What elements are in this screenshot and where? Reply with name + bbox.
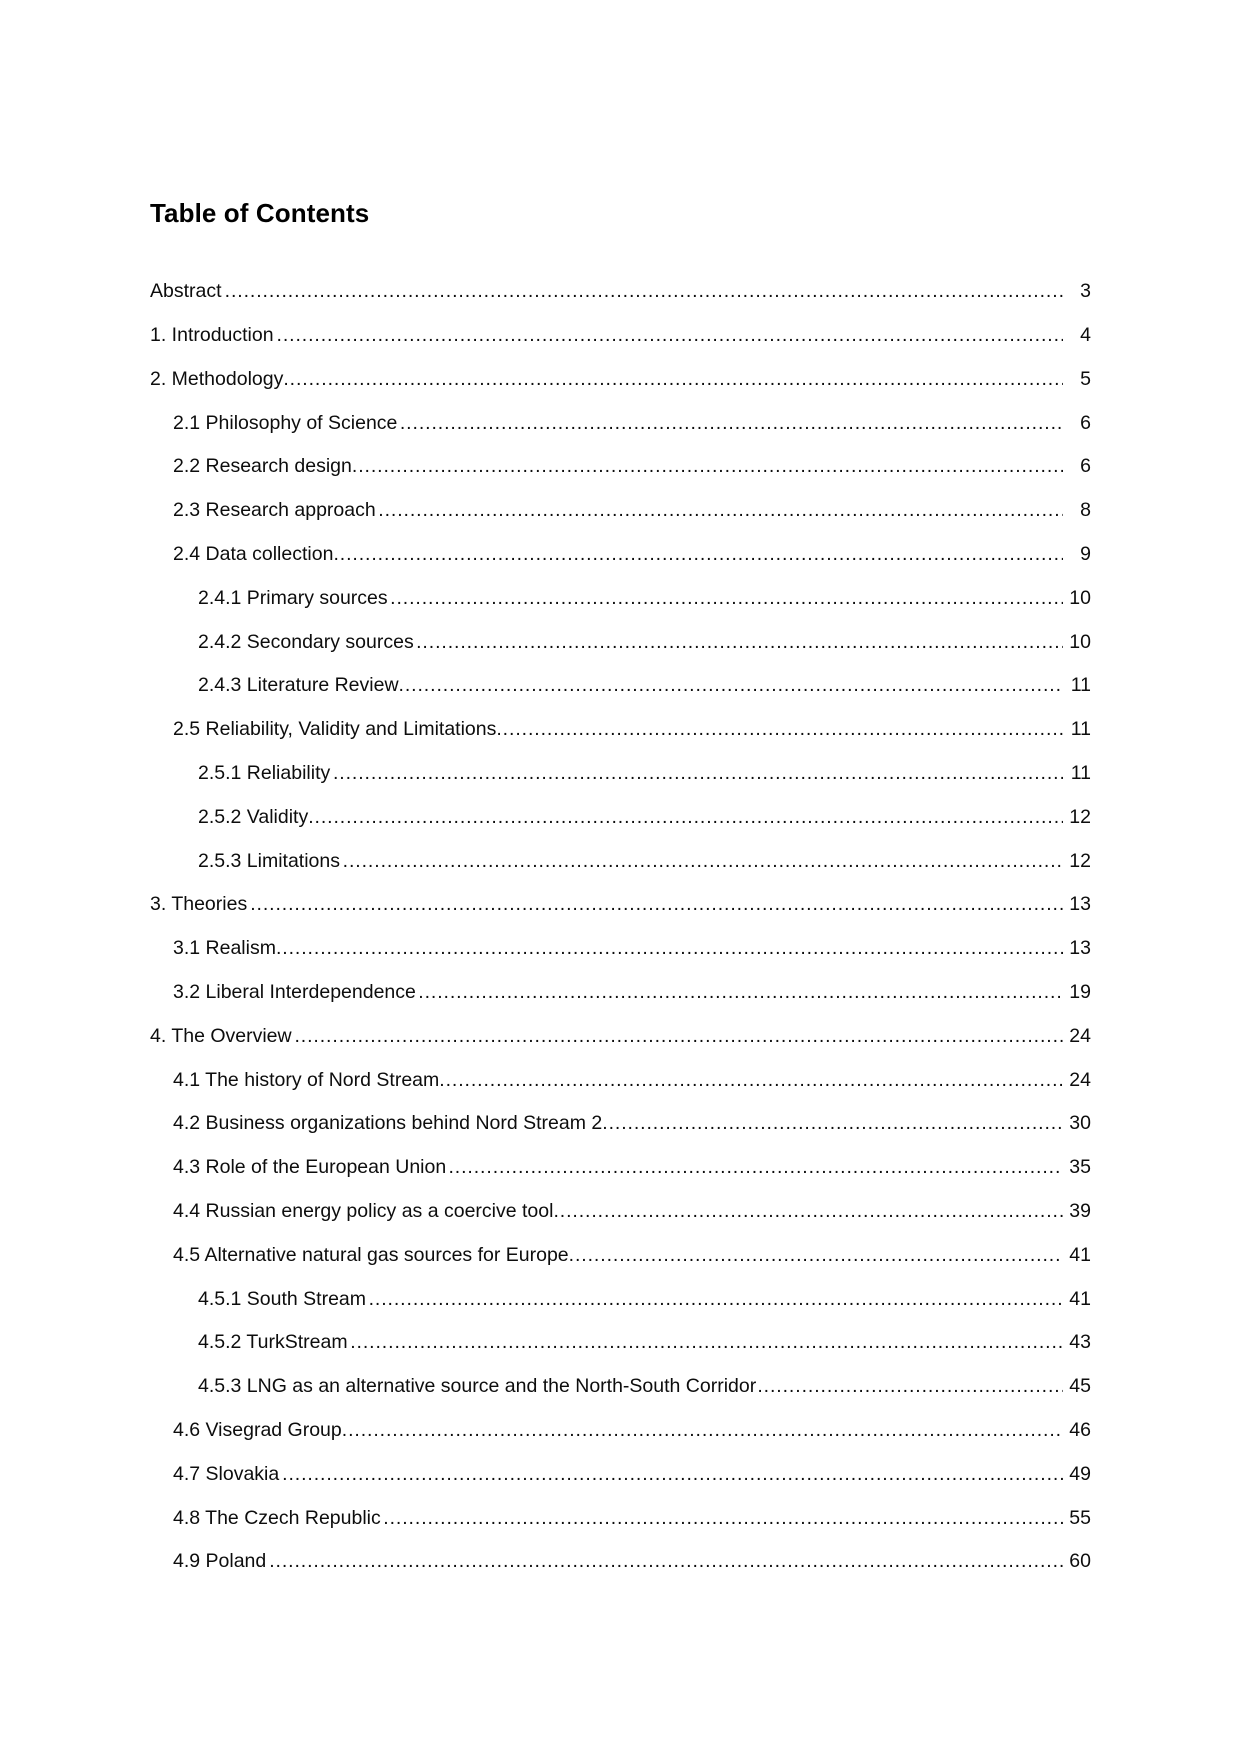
toc-entry-page-number: 11 [1070,674,1091,697]
toc-entry-page-number: 60 [1069,1550,1091,1573]
toc-entry-label: 4. The Overview [150,1024,292,1047]
toc-entry[interactable] [150,1377,1091,1421]
toc-entry[interactable] [150,1243,1091,1290]
toc-leader-dots [569,1246,1063,1266]
toc-leader-dots [276,939,1063,959]
toc-entry[interactable] [150,676,1091,720]
toc-entry[interactable] [150,761,1091,808]
toc-entry-label: 2.2 Research design [173,455,352,478]
toc-leader-dots [350,1333,1063,1353]
toc-entry-page-number: 55 [1069,1506,1091,1529]
toc-entry-label: 2.5.1 Reliability [198,761,331,784]
toc-entry-page-number: 39 [1069,1199,1091,1222]
toc-leader-dots [378,501,1063,521]
toc-entry-page-number: 43 [1069,1331,1091,1354]
toc-entry-page-number: 6 [1080,455,1091,478]
toc-entry-label: 4.5.2 TurkStream [198,1331,348,1354]
toc-leader-dots [383,1509,1063,1529]
toc-leader-dots [439,1071,1063,1091]
page-title: Table of Contents [150,198,370,228]
toc-leader-dots [390,589,1063,609]
toc-leader-dots [269,1552,1063,1572]
page-content [150,0,1091,1596]
toc-leader-dots [343,852,1063,872]
toc-entry-label: 4.2 Business organizations behind Nord Stream 2 [173,1112,603,1135]
toc-entry-page-number: 3 [1080,280,1091,303]
toc-entry-page-number: 11 [1070,718,1091,741]
toc-entry-label: 2.5.3 Limitations [198,849,340,872]
toc-entry-label: 4.3 Role of the European Union [173,1156,447,1179]
toc-entry[interactable] [150,411,1091,458]
toc-leader-dots [416,633,1063,653]
toc-entry-label: 2.4 Data collection [173,542,334,565]
toc-entry-page-number: 49 [1069,1462,1091,1485]
toc-entry-label: 3.2 Liberal Interdependence [173,980,416,1003]
toc-leader-dots [400,414,1063,434]
toc-leader-dots [277,326,1064,346]
toc-leader-dots [602,1114,1063,1134]
toc-entry-page-number: 10 [1069,630,1091,653]
toc-entry-label: 4.7 Slovakia [173,1462,280,1485]
toc-entry-page-number: 41 [1069,1243,1091,1266]
toc-entry-label: 2.5.2 Validity [198,805,309,828]
toc-leader-dots [352,457,1063,477]
toc-entry-label: 2. Methodology [150,367,284,390]
toc-leader-dots [342,1421,1063,1441]
toc-entry[interactable] [150,720,1091,764]
toc-leader-dots [369,1290,1063,1310]
toc-entry-page-number: 46 [1069,1418,1091,1441]
toc-entry-label: 4.1 The history of Nord Stream [173,1068,440,1091]
toc-entry-label: 1. Introduction [150,323,274,346]
toc-leader-dots [250,895,1063,915]
toc-entry-page-number: 30 [1069,1112,1091,1135]
toc-entry[interactable] [150,323,1091,370]
toc-entry[interactable] [150,542,1091,589]
toc-leader-dots [333,545,1063,565]
toc-entry-page-number: 35 [1069,1156,1091,1179]
toc-entry[interactable] [150,1024,1091,1071]
toc-leader-dots [418,983,1063,1003]
toc-entry[interactable] [150,501,1091,545]
toc-entry-label: 4.6 Visegrad Group [173,1418,342,1441]
toc-entry-page-number: 24 [1069,1068,1091,1091]
toc-entry-page-number: 13 [1069,893,1091,916]
toc-entry-label: 4.8 The Czech Republic [173,1506,381,1529]
toc-entry[interactable] [150,630,1091,677]
toc-entry-page-number: 19 [1069,980,1091,1003]
toc-entry[interactable] [150,367,1091,414]
toc-entry-page-number: 9 [1080,542,1091,565]
toc-entry[interactable] [150,457,1091,501]
toc-entry-page-number: 12 [1069,805,1091,828]
toc-entry-page-number: 13 [1069,937,1091,960]
toc-entry[interactable] [150,1199,1091,1246]
toc-leader-dots [225,282,1063,302]
toc-entry-label: 2.4.3 Literature Review [198,674,399,697]
toc-entry[interactable] [150,586,1091,633]
toc-leader-dots [448,1158,1063,1178]
toc-entry-label: 3. Theories [150,893,248,916]
toc-leader-dots [757,1377,1063,1397]
table-of-contents-list [150,229,1091,1596]
toc-entry-page-number: 45 [1069,1375,1091,1398]
toc-entry-page-number: 4 [1080,323,1091,346]
toc-entry-label: 4.5.1 South Stream [198,1287,367,1310]
toc-entry-label: 3.1 Realism [173,937,276,960]
toc-entry[interactable] [150,849,1091,896]
toc-leader-dots [283,370,1063,390]
toc-entry-page-number: 8 [1080,499,1091,522]
toc-entry-page-number: 41 [1069,1287,1091,1310]
toc-entry[interactable] [150,282,1091,326]
toc-leader-dots [308,808,1063,828]
toc-entry[interactable] [150,1333,1091,1377]
toc-entry[interactable] [150,1287,1091,1334]
toc-entry-label: 2.4.2 Secondary sources [198,630,414,653]
toc-leader-dots [282,1465,1063,1485]
toc-entry[interactable] [150,1506,1091,1553]
toc-entry-label: 2.5 Reliability, Validity and Limitations [173,718,497,741]
toc-entry[interactable] [150,939,1091,983]
toc-entry[interactable] [150,1158,1091,1202]
toc-entry[interactable] [150,895,1091,939]
toc-entry-page-number: 10 [1069,586,1091,609]
toc-entry-page-number: 24 [1069,1024,1091,1047]
toc-entry-page-number: 12 [1069,849,1091,872]
toc-entry[interactable] [150,1462,1091,1509]
toc-entry[interactable] [150,1068,1091,1115]
toc-leader-dots [399,676,1063,696]
toc-entry-page-number: 6 [1080,411,1091,434]
toc-entry-label: 4.9 Poland [173,1550,267,1573]
toc-entry[interactable] [150,1552,1091,1596]
toc-leader-dots [294,1027,1063,1047]
toc-entry[interactable] [150,1114,1091,1158]
toc-entry-label: 4.4 Russian energy policy as a coercive tool [173,1199,554,1222]
toc-leader-dots [333,764,1063,784]
toc-entry-label: 2.1 Philosophy of Science [173,411,398,434]
toc-entry-label: 2.4.1 Primary sources [198,586,388,609]
toc-entry-label: 4.5 Alternative natural gas sources for Europe [173,1243,569,1266]
toc-entry-label: 4.5.3 LNG as an alternative source and the North-South Corridor [198,1375,757,1398]
toc-entry[interactable] [150,805,1091,852]
toc-entry-page-number: 5 [1080,367,1091,390]
toc-entry-label: 2.3 Research approach [173,499,376,522]
toc-entry[interactable] [150,1418,1091,1465]
toc-leader-dots [553,1202,1063,1222]
toc-leader-dots [496,720,1063,740]
toc-entry-label: Abstract [150,280,222,303]
toc-entry[interactable] [150,980,1091,1027]
toc-entry-page-number: 11 [1070,761,1091,784]
